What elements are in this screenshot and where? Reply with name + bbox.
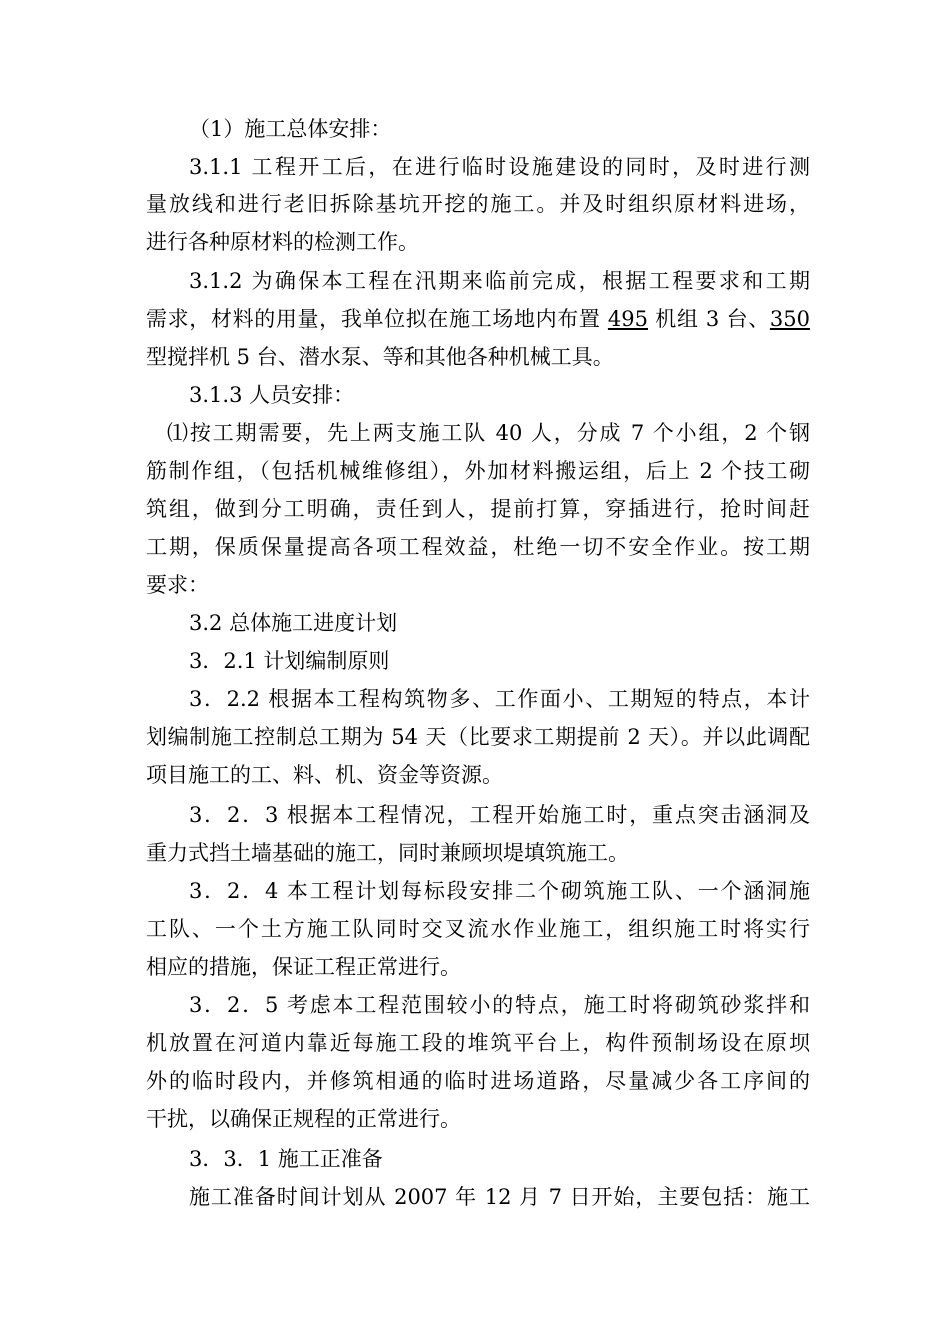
heading-overall-arrangement: （1）施工总体安排： — [189, 117, 392, 141]
paragraph-3-2-2-line-1: 3．2.2 根据本工程构筑物多、工作面小、工期短的特点，本计 — [189, 687, 810, 711]
text-run: 需求，材料的用量，我单位拟在施工场地内布置 — [146, 307, 608, 331]
heading-3-3-1: 3．3．1 施工正准备 — [189, 1147, 383, 1171]
paragraph-staffing-line-2: 筋制作组，（包括机械维修组），外加材料搬运组，后上 2 个技工砌 — [146, 459, 810, 483]
paragraph-3-2-5-line-3: 外的临时段内，并修筑相通的临时进场道路，尽量减少各工序间的 — [146, 1069, 810, 1093]
paragraph-staffing-line-4: 工期，保质保量提高各项工程效益，杜绝一切不安全作业。按工期 — [146, 535, 810, 559]
paragraph-3-1-2-line-3: 型搅拌机 5 台、潜水泵、等和其他各种机械工具。 — [146, 345, 614, 369]
paragraph-3-1-1-line-1: 3.1.1 工程开工后，在进行临时设施建设的同时，及时进行测 — [189, 155, 810, 179]
paragraph-3-2-3-line-1: 3．2．3 根据本工程情况，工程开始施工时，重点突击涵洞及 — [189, 803, 810, 827]
underlined-model-350: 350 — [769, 307, 810, 331]
underlined-model-495: 495 — [607, 307, 648, 331]
paragraph-3-2-2-line-3: 项目施工的工、料、机、资金等资源。 — [146, 763, 503, 787]
heading-3-2: 3.2 总体施工进度计划 — [189, 611, 398, 635]
heading-3-2-1: 3．2.1 计划编制原则 — [189, 649, 390, 673]
paragraph-3-2-5-line-4: 干扰，以确保正规程的正常进行。 — [146, 1107, 461, 1131]
paragraph-3-2-5-line-1: 3．2．5 考虑本工程范围较小的特点，施工时将砌筑砂浆拌和 — [189, 993, 810, 1017]
paragraph-3-1-2-line-2 — [146, 304, 810, 334]
paragraph-3-2-2-line-2: 划编制施工控制总工期为 54 天（比要求工期提前 2 天）。并以此调配 — [146, 725, 810, 749]
paragraph-3-2-4-line-2: 工队、一个土方施工队同时交叉流水作业施工，组织施工时将实行 — [146, 917, 810, 941]
paragraph-3-1-1-line-3: 进行各种原材料的检测工作。 — [146, 230, 419, 254]
text-run: 机组 3 台、 — [647, 307, 770, 331]
paragraph-3-1-2-line-1: 3.1.2 为确保本工程在汛期来临前完成，根据工程要求和工期 — [189, 269, 810, 293]
paragraph-staffing-line-5: 要求： — [146, 573, 209, 597]
paragraph-3-2-3-line-2: 重力式挡土墙基础的施工，同时兼顾坝堤填筑施工。 — [146, 841, 629, 865]
paragraph-3-2-4-line-1: 3．2．4 本工程计划每标段安排二个砌筑施工队、一个涵洞施 — [189, 879, 810, 903]
paragraph-3-2-4-line-3: 相应的措施，保证工程正常进行。 — [146, 955, 461, 979]
paragraph-3-2-5-line-2: 机放置在河道内靠近每施工段的堆筑平台上，构件预制场设在原坝 — [146, 1031, 810, 1055]
paragraph-staffing-line-3: 筑组，做到分工明确，责任到人，提前打算，穿插进行，抢时间赶 — [146, 497, 810, 521]
paragraph-preparation-line-1: 施工准备时间计划从 2007 年 12 月 7 日开始，主要包括：施工 — [189, 1185, 810, 1209]
heading-3-1-3: 3.1.3 人员安排： — [189, 383, 355, 407]
paragraph-staffing-line-1: ⑴按工期需要，先上两支施工队 40 人，分成 7 个小组，2 个钢 — [167, 421, 810, 445]
paragraph-3-1-1-line-2: 量放线和进行老旧拆除基坑开挖的施工。并及时组织原材料进场， — [146, 192, 810, 216]
